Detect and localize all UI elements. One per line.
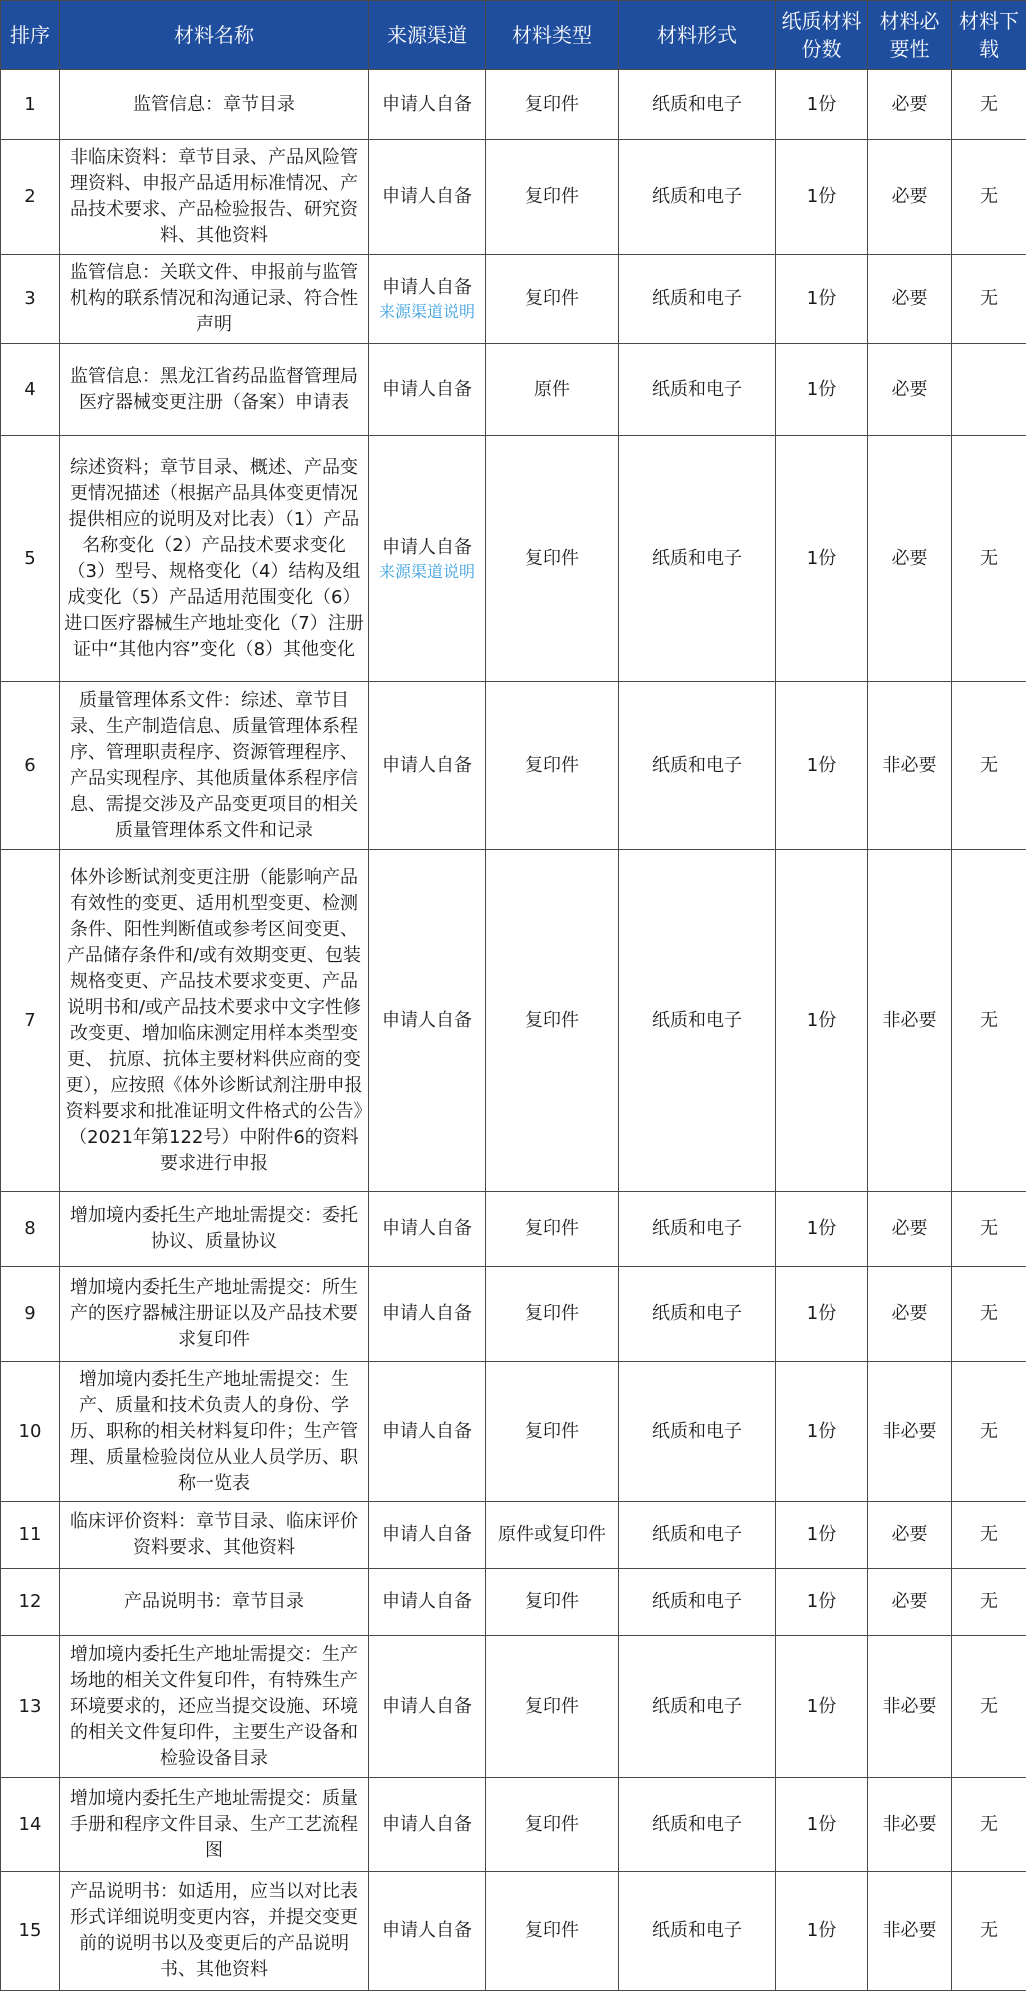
necessity: 必要	[891, 288, 928, 309]
material-type: 原件或复印件	[498, 1524, 606, 1545]
paper-copies: 1份	[806, 378, 837, 400]
paper-copies-cell	[776, 1267, 868, 1362]
paper-copies: 1份	[806, 1591, 837, 1612]
necessity-cell	[868, 344, 952, 436]
necessity: 非必要	[882, 1420, 937, 1442]
material-type-cell	[486, 850, 619, 1192]
material-form-cell	[619, 1362, 776, 1502]
material-form-cell	[619, 682, 776, 850]
download: 无	[980, 186, 998, 207]
material-type: 复印件	[525, 186, 579, 207]
table-row	[1, 255, 1026, 344]
paper-copies: 1份	[806, 1218, 837, 1239]
material-type: 复印件	[525, 288, 579, 309]
paper-copies: 1份	[806, 1303, 837, 1324]
paper-copies-cell	[776, 1636, 868, 1778]
header-form: 材料形式	[619, 1, 776, 70]
header-source: 来源渠道	[369, 1, 486, 70]
source-channel-cell	[369, 1502, 486, 1569]
necessity-cell	[868, 140, 952, 255]
material-type-cell	[486, 1569, 619, 1636]
necessity-cell	[868, 1267, 952, 1362]
necessity-cell	[868, 70, 952, 140]
material-form: 纸质和电子	[652, 1524, 742, 1545]
paper-copies: 1份	[806, 1524, 837, 1545]
header-required: 材料必要性	[868, 1, 952, 70]
material-form-cell	[619, 1502, 776, 1569]
table-row	[1, 682, 1026, 850]
row-number-cell	[1, 682, 60, 850]
source-channel: 申请人自备	[382, 1420, 472, 1442]
material-form: 纸质和电子	[652, 1303, 742, 1324]
row-number: 10	[18, 1420, 42, 1442]
table-row	[1, 70, 1026, 140]
material-type-cell	[486, 344, 619, 436]
source-channel-cell	[369, 1267, 486, 1362]
header-download: 材料下载	[952, 1, 1026, 70]
table-row	[1, 1872, 1026, 1991]
necessity: 必要	[891, 1303, 928, 1324]
material-type-cell	[486, 1192, 619, 1267]
material-name: 产品说明书：如适用，应当以对比表形式详细说明变更内容，并提交变更前的说明书以及变更后的产品说明书、其他资料	[70, 1881, 358, 1980]
material-type: 复印件	[525, 754, 579, 776]
necessity-cell	[868, 1362, 952, 1502]
row-number: 11	[18, 1524, 42, 1545]
row-number-cell	[1, 1362, 60, 1502]
row-number-cell	[1, 1192, 60, 1267]
material-form-cell	[619, 344, 776, 436]
necessity-cell	[868, 1502, 952, 1569]
material-type-cell	[486, 140, 619, 255]
necessity: 必要	[891, 186, 928, 207]
material-name-cell	[60, 140, 369, 255]
material-form-cell	[619, 255, 776, 344]
material-type: 复印件	[525, 1303, 579, 1324]
necessity: 非必要	[882, 754, 937, 776]
material-form: 纸质和电子	[652, 93, 742, 115]
paper-copies-cell	[776, 682, 868, 850]
row-number-cell	[1, 1569, 60, 1636]
source-channel: 申请人自备	[382, 1303, 472, 1324]
paper-copies: 1份	[806, 1920, 837, 1941]
paper-copies-cell	[776, 1569, 868, 1636]
material-name: 监管信息：黑龙江省药品监督管理局医疗器械变更注册（备案）申请表	[70, 365, 358, 413]
row-number: 6	[24, 754, 36, 776]
paper-copies-cell	[776, 255, 868, 344]
download-cell	[952, 850, 1026, 1192]
download-cell	[952, 1569, 1026, 1636]
download: 无	[980, 547, 998, 569]
download-cell	[952, 1872, 1026, 1991]
source-channel: 申请人自备	[382, 1009, 472, 1031]
table-row	[1, 1267, 1026, 1362]
necessity: 非必要	[882, 1009, 937, 1031]
material-type-cell	[486, 682, 619, 850]
source-channel-cell	[369, 1872, 486, 1991]
source-channel: 申请人自备	[382, 378, 472, 400]
row-number-cell	[1, 70, 60, 140]
table-row	[1, 1636, 1026, 1778]
row-number: 13	[18, 1695, 42, 1717]
material-form-cell	[619, 1872, 776, 1991]
material-type-cell	[486, 1267, 619, 1362]
table-row	[1, 436, 1026, 682]
source-channel: 申请人自备	[382, 754, 472, 776]
source-channel-cell	[369, 70, 486, 140]
material-form: 纸质和电子	[652, 1695, 742, 1717]
source-channel-cell	[369, 436, 486, 682]
material-type-cell	[486, 1362, 619, 1502]
material-name-cell	[60, 1636, 369, 1778]
material-name-cell	[60, 344, 369, 436]
material-name: 综述资料；章节目录、概述、产品变更情况描述（根据产品具体变更情况提供相应的说明及对比表）（1）产品名称变化（2）产品技术要求变化（3）型号、规格变化（4）结构及组成变化（5）产品适用范围变化（6）进口医疗器械生产地址变化（7）注册证中“其他内容”变化（8）其他变化	[64, 456, 364, 660]
material-form: 纸质和电子	[652, 547, 742, 569]
necessity-cell	[868, 1778, 952, 1872]
material-type: 复印件	[525, 1420, 579, 1442]
paper-copies-cell	[776, 1872, 868, 1991]
row-number: 5	[24, 547, 36, 569]
row-number: 14	[18, 1813, 42, 1835]
source-channel: 申请人自备	[382, 186, 472, 207]
download-cell	[952, 436, 1026, 682]
row-number: 12	[18, 1591, 42, 1612]
material-name-cell	[60, 255, 369, 344]
material-name-cell	[60, 1502, 369, 1569]
source-channel-cell	[369, 1362, 486, 1502]
row-number-cell	[1, 1636, 60, 1778]
material-form: 纸质和电子	[652, 1009, 742, 1031]
source-channel-link[interactable]: 来源渠道说明	[378, 561, 475, 581]
material-name: 增加境内委托生产地址需提交：质量手册和程序文件目录、生产工艺流程图	[70, 1787, 358, 1861]
row-number: 1	[24, 93, 36, 115]
material-type-cell	[486, 1872, 619, 1991]
material-type-cell	[486, 1778, 619, 1872]
download: 无	[980, 288, 998, 309]
download: 无	[980, 754, 998, 776]
necessity: 非必要	[882, 1695, 937, 1717]
material-name-cell	[60, 1872, 369, 1991]
material-name-cell	[60, 1569, 369, 1636]
necessity: 必要	[891, 1524, 928, 1545]
download: 无	[980, 1218, 998, 1239]
paper-copies-cell	[776, 140, 868, 255]
material-form: 纸质和电子	[652, 186, 742, 207]
header-name: 材料名称	[60, 1, 369, 70]
source-channel: 申请人自备	[382, 1591, 472, 1612]
necessity-cell	[868, 850, 952, 1192]
material-type-cell	[486, 436, 619, 682]
source-channel-cell	[369, 344, 486, 436]
material-type: 复印件	[525, 1218, 579, 1239]
necessity-cell	[868, 1569, 952, 1636]
material-form-cell	[619, 1636, 776, 1778]
paper-copies-cell	[776, 1192, 868, 1267]
material-form: 纸质和电子	[652, 754, 742, 776]
row-number-cell	[1, 255, 60, 344]
source-channel-cell	[369, 255, 486, 344]
material-name: 质量管理体系文件：综述、章节目录、生产制造信息、质量管理体系程序、管理职责程序、资源管理程序、产品实现程序、其他质量体系程序信息、需提交涉及产品变更项目的相关质量管理体系文件和记录	[70, 689, 358, 841]
paper-copies: 1份	[806, 288, 837, 309]
material-type: 复印件	[525, 1591, 579, 1612]
paper-copies-cell	[776, 1502, 868, 1569]
download: 无	[980, 1695, 998, 1717]
material-name: 增加境内委托生产地址需提交：所生产的医疗器械注册证以及产品技术要求复印件	[70, 1277, 358, 1350]
source-channel: 申请人自备	[382, 1920, 472, 1941]
source-channel: 申请人自备	[382, 536, 472, 558]
download: 无	[980, 1420, 998, 1442]
source-channel-cell	[369, 140, 486, 255]
necessity: 必要	[891, 1218, 928, 1239]
material-form: 纸质和电子	[652, 1218, 742, 1239]
material-form-cell	[619, 436, 776, 682]
source-channel: 申请人自备	[382, 1218, 472, 1239]
table-row	[1, 1569, 1026, 1636]
material-form-cell	[619, 850, 776, 1192]
paper-copies: 1份	[806, 1695, 837, 1717]
material-name: 监管信息：章节目录	[133, 93, 295, 115]
download: 无	[980, 1303, 998, 1324]
material-form: 纸质和电子	[652, 1420, 742, 1442]
material-form: 纸质和电子	[652, 1591, 742, 1612]
row-number-cell	[1, 1267, 60, 1362]
header-row	[1, 1, 1026, 70]
header-no: 排序	[1, 1, 60, 70]
paper-copies-cell	[776, 1778, 868, 1872]
row-number-cell	[1, 344, 60, 436]
paper-copies: 1份	[806, 754, 837, 776]
material-form-cell	[619, 140, 776, 255]
paper-copies-cell	[776, 436, 868, 682]
row-number-cell	[1, 850, 60, 1192]
download-cell	[952, 1502, 1026, 1569]
material-type-cell	[486, 1636, 619, 1778]
material-name: 增加境内委托生产地址需提交：委托协议、质量协议	[70, 1205, 358, 1252]
material-name-cell	[60, 682, 369, 850]
necessity: 非必要	[882, 1813, 937, 1835]
material-name-cell	[60, 1192, 369, 1267]
row-number-cell	[1, 1778, 60, 1872]
source-channel-link[interactable]: 来源渠道说明	[378, 302, 475, 321]
necessity-cell	[868, 1192, 952, 1267]
paper-copies-cell	[776, 70, 868, 140]
necessity: 非必要	[882, 1920, 937, 1941]
table-row	[1, 140, 1026, 255]
table-row	[1, 1778, 1026, 1872]
row-number: 15	[18, 1920, 42, 1941]
row-number: 2	[24, 186, 36, 207]
material-form: 纸质和电子	[652, 378, 742, 400]
download: 无	[980, 1920, 998, 1941]
material-form-cell	[619, 1569, 776, 1636]
download: 无	[980, 93, 998, 115]
download: 无	[980, 1591, 998, 1612]
download-cell	[952, 1267, 1026, 1362]
header-type: 材料类型	[486, 1, 619, 70]
source-channel: 申请人自备	[382, 93, 472, 115]
material-name: 增加境内委托生产地址需提交：生产、质量和技术负责人的身份、学历、职称的相关材料复印件；生产管理、质量检验岗位从业人员学历、职称一览表	[70, 1368, 358, 1494]
material-form-cell	[619, 1267, 776, 1362]
material-type-cell	[486, 255, 619, 344]
download-cell	[952, 1192, 1026, 1267]
material-form: 纸质和电子	[652, 288, 742, 309]
material-name-cell	[60, 70, 369, 140]
material-name-cell	[60, 1362, 369, 1502]
necessity-cell	[868, 436, 952, 682]
table-body	[1, 70, 1026, 1991]
row-number-cell	[1, 436, 60, 682]
source-channel-cell	[369, 850, 486, 1192]
source-channel: 申请人自备	[382, 277, 472, 298]
source-channel: 申请人自备	[382, 1695, 472, 1717]
material-type: 复印件	[525, 1813, 579, 1835]
table-row	[1, 850, 1026, 1192]
necessity: 必要	[891, 1591, 928, 1612]
paper-copies: 1份	[806, 547, 837, 569]
material-name: 产品说明书：章节目录	[124, 1591, 304, 1612]
material-type-cell	[486, 70, 619, 140]
download-cell	[952, 255, 1026, 344]
download-cell	[952, 344, 1026, 436]
source-channel-cell	[369, 682, 486, 850]
paper-copies: 1份	[806, 93, 837, 115]
source-channel-cell	[369, 1778, 486, 1872]
download-cell	[952, 1636, 1026, 1778]
material-name: 监管信息：关联文件、申报前与监管机构的联系情况和沟通记录、符合性声明	[70, 262, 358, 335]
row-number-cell	[1, 140, 60, 255]
source-channel-cell	[369, 1192, 486, 1267]
material-name: 体外诊断试剂变更注册（能影响产品有效性的变更、适用机型变更、检测条件、阳性判断值或参考区间变更、产品储存条件和/或有效期变更、包装规格变更、产品技术要求变更、产品说明书和/或产品技术要求中文字性修改变更、增加临床测定用样本类型变更、 抗原、抗体主要材料供应商的变更），应按照《体外诊断试剂注册申报资料要求和批准证明文件格式的公告》（2021年第122号）中附件6的资料要求进行申报	[65, 866, 363, 1174]
download-cell	[952, 140, 1026, 255]
paper-copies: 1份	[806, 186, 837, 207]
material-name-cell	[60, 436, 369, 682]
material-type: 复印件	[525, 1009, 579, 1031]
row-number-cell	[1, 1872, 60, 1991]
necessity-cell	[868, 1636, 952, 1778]
necessity-cell	[868, 255, 952, 344]
material-name: 非临床资料：章节目录、产品风险管理资料、申报产品适用标准情况、产品技术要求、产品检验报告、研究资料、其他资料	[70, 147, 358, 246]
material-type: 复印件	[525, 1920, 579, 1941]
download-cell	[952, 1362, 1026, 1502]
source-channel-cell	[369, 1636, 486, 1778]
material-type: 复印件	[525, 547, 579, 569]
table-row	[1, 1502, 1026, 1569]
download: 无	[980, 1524, 998, 1545]
material-type: 复印件	[525, 1695, 579, 1717]
header-copies: 纸质材料份数	[776, 1, 868, 70]
material-type: 原件	[534, 378, 570, 400]
necessity-cell	[868, 1872, 952, 1991]
material-name: 增加境内委托生产地址需提交：生产场地的相关文件复印件，有特殊生产环境要求的，还应当提交设施、环境的相关文件复印件，主要生产设备和检验设备目录	[70, 1643, 358, 1769]
row-number: 9	[24, 1303, 36, 1324]
row-number: 4	[24, 378, 36, 400]
material-name-cell	[60, 1267, 369, 1362]
paper-copies-cell	[776, 344, 868, 436]
paper-copies: 1份	[806, 1813, 837, 1835]
necessity: 必要	[891, 547, 928, 569]
material-name-cell	[60, 850, 369, 1192]
download-cell	[952, 682, 1026, 850]
table-row	[1, 1362, 1026, 1502]
paper-copies: 1份	[806, 1420, 837, 1442]
row-number: 7	[24, 1009, 36, 1031]
source-channel-cell	[369, 1569, 486, 1636]
material-type-cell	[486, 1502, 619, 1569]
row-number: 8	[24, 1218, 36, 1239]
row-number: 3	[24, 288, 36, 309]
source-channel: 申请人自备	[382, 1813, 472, 1835]
material-form: 纸质和电子	[652, 1813, 742, 1835]
necessity-cell	[868, 682, 952, 850]
material-form-cell	[619, 1778, 776, 1872]
necessity: 必要	[891, 378, 928, 400]
material-name-cell	[60, 1778, 369, 1872]
table-row	[1, 1192, 1026, 1267]
material-type: 复印件	[525, 93, 579, 115]
paper-copies: 1份	[806, 1009, 837, 1031]
necessity: 必要	[891, 93, 928, 115]
row-number-cell	[1, 1502, 60, 1569]
material-name: 临床评价资料：章节目录、临床评价资料要求、其他资料	[70, 1511, 358, 1558]
material-form-cell	[619, 1192, 776, 1267]
material-form: 纸质和电子	[652, 1920, 742, 1941]
table-row	[1, 344, 1026, 436]
source-channel: 申请人自备	[382, 1524, 472, 1545]
material-form-cell	[619, 70, 776, 140]
paper-copies-cell	[776, 1362, 868, 1502]
download: 无	[980, 1813, 998, 1835]
download-cell	[952, 1778, 1026, 1872]
paper-copies-cell	[776, 850, 868, 1192]
download-cell	[952, 70, 1026, 140]
download: 无	[980, 1009, 998, 1031]
